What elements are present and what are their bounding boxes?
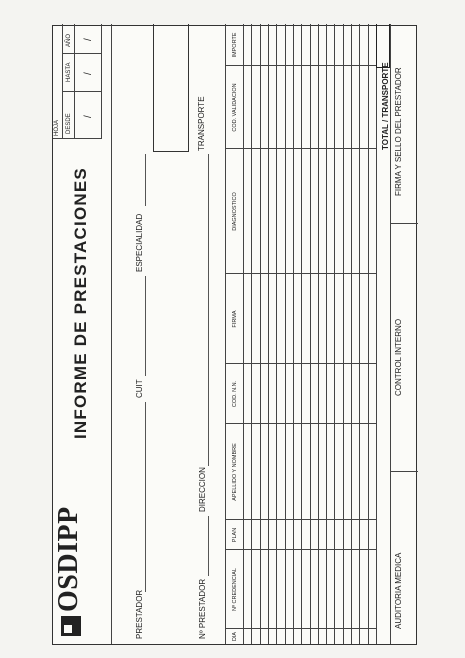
especialidad-label: ESPECIALIDAD xyxy=(135,213,144,272)
table-row-line xyxy=(359,24,360,644)
col-header-importe: IMPORTE xyxy=(232,32,238,58)
rotated-form-container xyxy=(52,25,417,645)
hoja-col-divider-1 xyxy=(62,91,102,92)
cuit-field[interactable] xyxy=(145,276,146,376)
footer-divider-1 xyxy=(390,471,418,472)
table-row-line xyxy=(293,24,294,644)
anio-slash: / xyxy=(83,38,94,41)
table-row-line xyxy=(310,24,311,644)
header-rule xyxy=(111,24,112,644)
total-box[interactable] xyxy=(376,24,390,68)
table-row-line xyxy=(376,24,377,644)
col-header-plan: PLAN xyxy=(232,527,238,543)
table-row-line xyxy=(301,24,302,644)
hoja-box-bottom xyxy=(101,24,102,139)
logo-icon xyxy=(61,616,81,636)
table-top-rule xyxy=(225,24,226,644)
col-header-cod-nn: COD. N.N. xyxy=(232,380,238,408)
direccion-label: DIRECCION xyxy=(198,467,207,512)
table-row-line xyxy=(285,24,286,644)
table-row-line xyxy=(351,24,352,644)
transporte-box[interactable] xyxy=(153,24,189,152)
auditoria-medica-label: AUDITORIA MEDICA xyxy=(394,552,403,629)
cuit-label: CUIT xyxy=(135,379,144,398)
total-transporte-label: TOTAL / TRANSPORTE xyxy=(381,62,390,150)
hoja-label-divider xyxy=(74,24,75,139)
col-header-diagnostico: DIAGNOSTICO xyxy=(232,192,238,231)
col-header-firma: FIRMA xyxy=(232,310,238,328)
hoja-box-left xyxy=(53,138,102,139)
table-row-line xyxy=(260,24,261,644)
desde-label: DESDE xyxy=(66,113,72,134)
table-header-rule xyxy=(243,24,244,644)
table-row-line xyxy=(268,24,269,644)
table-row-line xyxy=(368,24,369,644)
control-interno-label: CONTROL INTERNO xyxy=(394,318,403,396)
col-header-cod-validacion: COD. VALIDACION xyxy=(232,83,238,132)
table-row-line xyxy=(326,24,327,644)
col-header-credencial: Nº CREDENCIAL xyxy=(232,568,238,611)
form-title: INFORME DE PRESTACIONES xyxy=(71,167,90,439)
table-row-line xyxy=(334,24,335,644)
firma-sello-label: FIRMA Y SELLO DEL PRESTADOR xyxy=(394,67,403,196)
table-row-line xyxy=(251,24,252,644)
especialidad-field[interactable] xyxy=(145,154,146,206)
hasta-label: HASTA xyxy=(66,62,72,82)
hoja-col-divider-2 xyxy=(62,53,102,54)
anio-label: AÑO xyxy=(66,33,72,47)
hoja-divider xyxy=(62,24,63,139)
direccion-field[interactable] xyxy=(208,154,209,466)
transporte-label: TRANSPORTE xyxy=(197,96,206,151)
nro-prestador-label: Nº PRESTADOR xyxy=(198,578,207,639)
table-row-line xyxy=(318,24,319,644)
informe-prestaciones-form xyxy=(52,25,417,645)
footer-top-rule xyxy=(390,24,391,644)
col-header-apellido-nombre: APELLIDO Y NOMBRE xyxy=(232,443,238,501)
logo-text: OSDIPP xyxy=(53,506,84,612)
desde-slash: / xyxy=(83,115,94,118)
prestador-label: PRESTADOR xyxy=(135,589,144,639)
table-row-line xyxy=(276,24,277,644)
hasta-slash: / xyxy=(83,72,94,75)
footer-divider-2 xyxy=(390,223,418,224)
hoja-label: HOJA xyxy=(54,119,60,136)
table-row-line xyxy=(343,24,344,644)
nro-prestador-field[interactable] xyxy=(208,516,209,576)
col-header-dia: DIA xyxy=(232,631,238,642)
prestador-field[interactable] xyxy=(145,402,146,592)
